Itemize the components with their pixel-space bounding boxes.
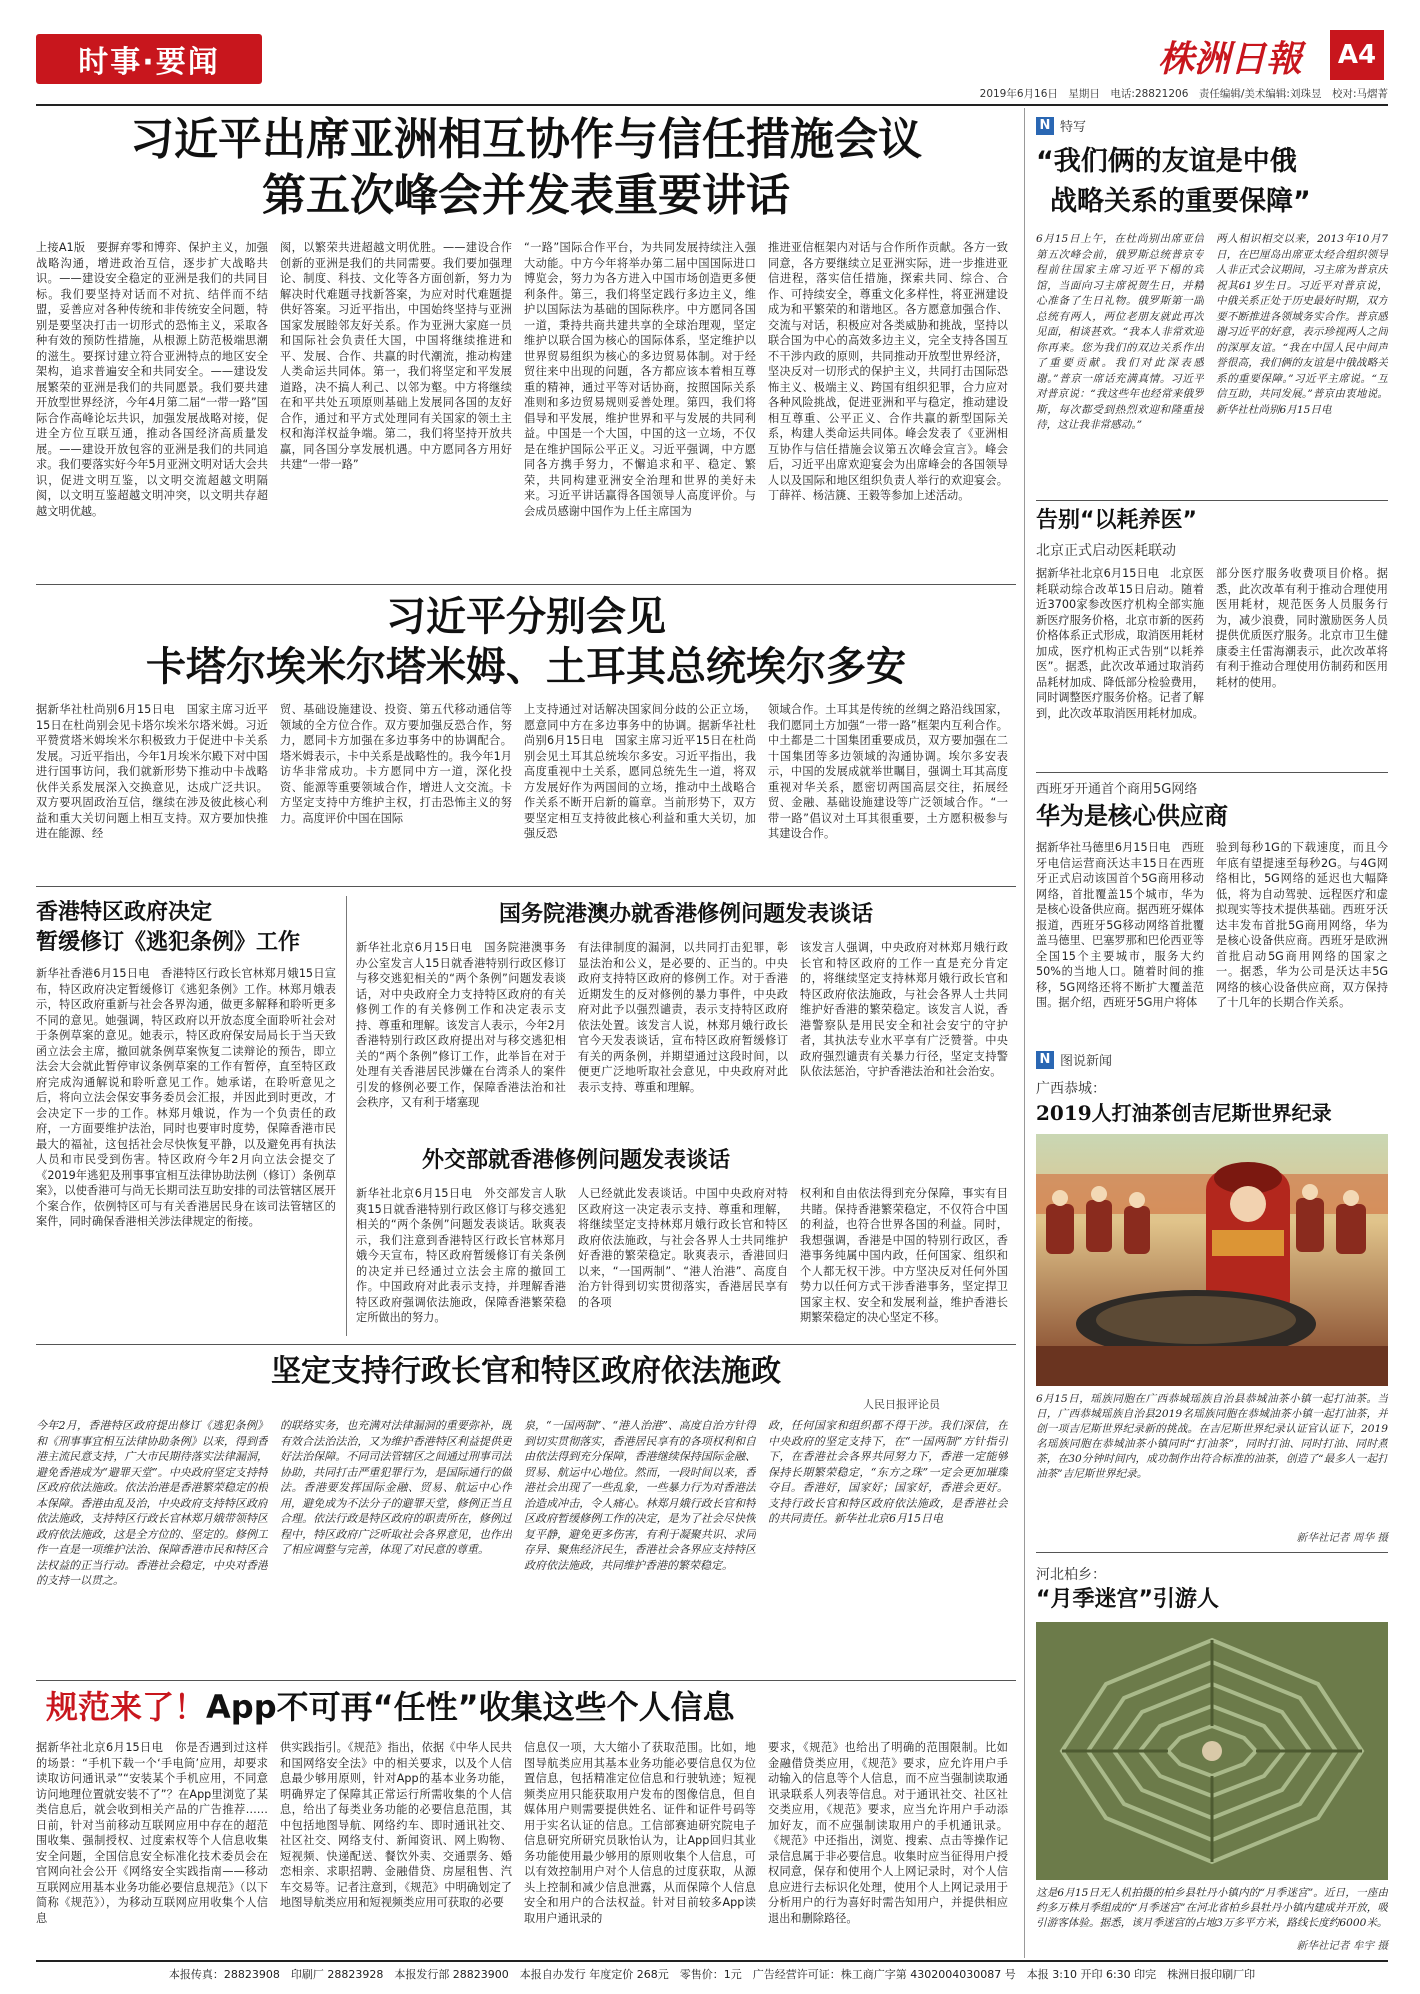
feature-col-1: 6月15日上午，在杜尚别出席亚信第五次峰会前，俄罗斯总统普京专程前往国家主席习近平下榻的宾馆，当面向习主席祝贺生日，并精心准备了生日礼物。俄罗斯第一副总统有两人，两位老朋友就此再次见面，相谈甚欢。“我本人非常欢迎你再来。您为我们的双边关系作出了重要贡献。我们对此深表感谢。”普京一席话充满真情。习近平对普京说：“我这些年也经常来俄罗斯，每次都受到热烈欢迎和隆重接待，这让我非常感动。”: [1036, 233, 1204, 431]
photo-news-tag: [1036, 1050, 1118, 1069]
spain-title: 华为是核心供应商: [1036, 802, 1228, 830]
photo-caption-2: 这是6月15日无人机拍摄的柏乡县牡丹小镇内的“月季迷宫”。近日，一座由约多万株月季组成的“月季迷宫”在河北省柏乡县牡丹小镇内建成并开放，吸引游客体验。据悉，该月季迷宫的占地3万多平方米，路线长度约6000米。: [1036, 1887, 1388, 1929]
meet-col-3: 上支持通过对话解决国家间分歧的公正立场，愿意同中方在多边事务中的协调。据新华社杜尚别6月15日电 国家主席习近平15日在杜尚别会见土耳其总统埃尔多安。习近平指出，我高度重视中土关系，愿同总统先生一道，将双方发展好作为两国间的立场，推动中土战略合作关系不断开启新的篇章。当前形势下，双方要坚定相互支持彼此核心利益和重大关切，加强反恐: [524, 703, 756, 840]
lead-col-1: 上接A1版 要摒弃零和博弈、保护主义，加强战略沟通，增进政治互信，逐步扩大战略共识。——建设安全稳定的亚洲是我们的共同目标。我们要坚持对话而不对抗、结伴而不结盟，妥善应对各种传统和非传统安全问题，特别是要坚决打击一切形式的恐怖主义，采取各种有效的预防性措施，从根源上防范极端思潮的滋生。要探讨建立符合亚洲特点的地区安全架构，追求普遍安全和共同安全。——建设发展繁荣的亚洲是我们的共同愿景。我们要共建开放型世界经济，今年4月第二届“一带一路”国际合作高峰论坛共识，加强发展战略对接，促进全方位互联互通，推动各国经济高质量发展。——建设开放包容的亚洲是我们的共同追求。我们要落实好今年5月亚洲文明对话大会共识，促进文明互鉴，以文明交流超越文明隔阂，以文明互鉴超越文明冲突，以文明共存超越文明优越。: [36, 241, 268, 518]
rose-maze-photo-svg: [1036, 1622, 1388, 1880]
feature-tag-rule: [1036, 125, 1388, 126]
photo-news-tag-n: N: [1036, 1051, 1054, 1069]
editorial-bottom-rule: [36, 1680, 1016, 1681]
app-col-3: 信息仅一项，大大缩小了获取范围。比如，地图导航类应用其基本业务功能必要信息仅为位置信息，包括精准定位信息和行驶轨迹；短视频类应用只能获取用户发布的图像信息，但自媒体用户则需要提供姓名、证件和证件号码等用于实名认证的信息。工信部赛迪研究院电子信息研究所研究员耿怡认为，让App回归其业务功能使用最少够用的原则收集个人信息，可以有效控制用户对个人信息的过度获取，从源头上控制和减少信息泄露，从而保障个人信息安全和用户的合法权益。针对目前较多App读取用户通讯录的: [524, 1741, 756, 1925]
farewell-subtitle: 北京正式启动医耗联动: [1036, 543, 1176, 559]
hk2-title: 国务院港澳办就香港修例问题发表谈话: [498, 902, 873, 927]
hk3-title: 外交部就香港修例问题发表谈话: [421, 1148, 730, 1173]
oil-tea-photo: [1036, 1134, 1388, 1386]
rose-maze-photo: [1036, 1622, 1388, 1880]
meet-col-1: 据新华社杜尚别6月15日电 国家主席习近平15日在杜尚别会见卡塔尔埃米尔塔米姆。习近平赞赏塔米姆埃米尔积极致力于促进中卡关系发展。习近平指出，今年1月埃米尔殿下对中国进行国事访问，我们就新形势下推动中卡战略伙伴关系发展深入交换意见，达成广泛共识。双方要巩固政治互信，继续在涉及彼此核心利益和重大关切问题上相互支持。双方要加快推进在能源、经: [36, 703, 268, 840]
feature-tag-n: N: [1036, 117, 1054, 135]
header-rule: [36, 104, 1388, 106]
meet-col-4: 领域合作。土耳其是传统的丝绸之路沿线国家，我们愿同土方加强“一带一路”框架内互利合作。中土都是二十国集团重要成员，双方要加强在二十国集团等多边领域的沟通协调。埃尔多安表示，中国的发展成就举世瞩目，强调土耳其高度重视对华关系，愿密切两国高层交往，拓展经贸、金融、基础设施建设等广泛领域合作。“一带一路”倡议对土耳其很重要，土方愿积极参与其建设合作。: [768, 703, 1008, 840]
sidebar-divider: [1024, 108, 1025, 1958]
hk1-title-line1: 香港特区政府决定: [36, 900, 213, 925]
app-col-4: 要求，《规范》也给出了明确的范围限制。比如金融借贷类应用，《规范》要求，应允许用户手动输入的信息等个人信息，而不应当强制读取通讯录联系人列表等信息。对于通讯社交、社区社交类应用，《规范》要求，应当允许用户手动添加好友，而不应强制读取用户的手机通讯录。《规范》中还指出，浏览、搜索、点击等操作记录信息属于非必要信息。收集时应当征得用户授权同意，保存和使用个人上网记录时，对个人信息应进行去标识化处理，使用个人上网记录用于分析用户的行为喜好时需告知用户，并提供相应退出和删除路径。: [768, 1741, 1008, 1925]
hk2-col-3: 该发言人强调，中央政府对林郑月娥行政长官和特区政府的工作一直是充分肯定的，将继续坚定支持林郑月娥行政长官和特区政府依法施政，与社会各界人士共同维护好香港的繁荣稳定。该发言人说，香港警察队是用民安全和社会安宁的守护者，其执法专业水平享有广泛赞誉。中央政府强烈谴责有关暴力行径，坚定支持警队依法惩治，守护香港法治和社会治安。: [800, 941, 1008, 1078]
hk1-title: [36, 898, 336, 958]
hk2-col-2: 有法律制度的漏洞，以共同打击犯罪，彰显法治和公义，是必要的、正当的。中央政府支持特区政府的修例工作。对于香港近期发生的反对修例的暴力事件，中央政府对此予以强烈谴责，表示支持特区政府依法处置。该发言人说，林郑月娥行政长官今天发表谈话，宣布特区政府暂缓修订有关的两条例，并期望通过这段时间，以便更广泛地听取社会意见，中央政府对此表示支持、尊重和理解。: [578, 941, 788, 1094]
hk1-body: 新华社香港6月15日电 香港特区行政长官林郑月娥15日宣布，特区政府决定暂缓修订《逃犯条例》工作。林郑月娥表示，特区政府重新与社会各界沟通，做更多解释和聆听更多不同的意见。她强调，特区政府以开放态度全面聆听社会对于条例草案的意见。她表示，特区政府保安局局长于当天致函立法会主席，撤回就条例草案恢复二读辩论的预告，即立法会大会就此暂停审议条例草案的工作有暂停，直至特区政府完成沟通解说和聆听意见工作。她承诺，在聆听意见之后，将向立法会保安事务委员会汇报，并因此到时更改，才会决定下一步的工作。林郑月娥说，作为一个负责任的政府，一方面要维护法治，同时也要审时度势，保障香港市民最大的福祉，这包括社会尽快恢复平静，以及避免再有执法人员和市民受到伤害。特区政府今年2月向立法会提交了《2019年逃犯及刑事事宜相互法律协助法例（修订）条例草案》，以使香港可与尚无长期司法互助安排的司法管辖区展开个案合作，依例特区可与有关香港居民身在该司法管辖区的案件，同时确保香港相关涉法律规定的衔接。: [36, 967, 336, 1228]
editorial-col-4: 政，任何国家和组织都不得干涉。我们深信，在中央政府的坚定支持下，在“一国两制”方针指引下，在香港社会各界共同努力下，香港一定能够保持长期繁荣稳定，“东方之珠”一定会更加璀璨夺目。香港好，国家好；国家好，香港会更好。支持行政长官和特区政府依法施政，是香港社会的共同责任。新华社北京6月15日电: [768, 1419, 1008, 1525]
feature-bottom-rule: [1036, 500, 1388, 501]
editorial-col-3: 泉，“一国两制”、“港人治港”、高度自治方针得到切实贯彻落实，香港居民享有的各项权利和自由依法得到充分保障，香港继续保持国际金融、贸易、航运中心地位。然而，一段时间以来，香港社会出现了一些乱象，一些暴力行为对香港法治造成冲击，令人痛心。林郑月娥行政长官和特区政府暂缓修例工作的决定，是为了社会尽快恢复平静，避免更多伤害，有利于凝聚共识、求同存异、聚焦经济民生，香港社会各界应支持特区政府依法施政，共同维护香港的繁荣稳定。: [524, 1419, 756, 1572]
hk1-title-line2: 暂缓修订《逃犯条例》工作: [36, 930, 301, 955]
photo-credit-2: 新华社记者 牟宇 摄: [1296, 1940, 1388, 1952]
photo-caption-1: 6月15日，瑶族同胞在广西恭城瑶族自治县恭城油茶小镇一起打油茶。当日，广西恭城瑶族自治县2019名瑶族同胞在恭城油茶小镇一起打油茶，并创一项吉尼斯世界纪录新的挑战。在吉尼斯世界纪录认证官认证下，2019名瑶族同胞在恭城油茶小镇同时“打油茶”，同时打油、同时打油、同时煮茶，在30分钟时间内，成功制作出符合标准的油茶，创造了“最多人一起打油茶”吉尼斯世界纪录。: [1036, 1393, 1388, 1480]
app-title-red: 规范来了！: [46, 1688, 207, 1726]
lead-title-line1: 习近平出席亚洲相互协作与信任措施会议: [130, 114, 922, 165]
meta-line: 2019年6月16日 星期日 电话:28821206 责任编辑/美术编辑:刘珠昱 校对:马熠菁: [979, 88, 1388, 100]
spain-col-1: 据新华社马德里6月15日电 西班牙电信运营商沃达丰15日在西班牙正式启动该国首个5G商用移动网络，首批覆盖15个城市，华为是核心设备供应商。据西班牙媒体报道，西班牙5G移动网络首批覆盖马德里、巴塞罗那和巴伦西亚等全国15个主要城市，服务大约50%的当地人口。随着时间的推移，5G网络还将不断扩大覆盖范围。据介绍，西班牙5G用户将体: [1036, 841, 1204, 1009]
app-title: [46, 1684, 1016, 1730]
lead-bottom-rule: [36, 584, 1016, 585]
photo-kicker-2: 河北柏乡：: [1036, 1567, 1106, 1583]
section-label: [36, 34, 262, 84]
spain-col-2: 验到每秒1G的下载速度，而且今年底有望提速至每秒2G。与4G网络相比，5G网络的延迟也大幅降低，将为自动驾驶、远程医疗和虚拟现实等技术提供基础。西班牙沃达丰发布首批5G商用网络，华为是核心设备供应商。西班牙是欧洲首批启动5G商用网络的国家之一。据悉，华为公司是沃达丰5G网络的核心设备供应商，双方保持了十几年的长期合作关系。: [1216, 841, 1388, 1009]
meet-title: [36, 592, 1016, 692]
editorial-col-2: 的联络实务，也充满对法律漏洞的重要弥补，既有效合法治法治，又为维护香港特区利益提供更好法治保障。不同司法管辖区之间通过刑事司法协助，共同打击严重犯罪行为，是国际通行的做法。香港要发挥国际金融、贸易、航运中心作用，避免成为不法分子的避罪天堂，修例正当且合理。依法行政是特区政府的职责所在，修例过程中，特区政府广泛听取社会各界意见，也作出了相应调整与完善，体现了对民意的尊重。: [280, 1419, 512, 1556]
meet-title-line2: 卡塔尔埃米尔塔米姆、土耳其总统埃尔多安: [146, 644, 906, 690]
editorial-byline: 人民日报评论员: [863, 1398, 940, 1411]
meet-col-2: 贸、基础设施建设、投资、第五代移动通信等领域的全方位合作。双方要加强反恐合作，努力，愿同卡方加强在多边事务中的协调配合。塔米姆表示，卡中关系是战略性的。我今年1月访华非常成功。卡方愿同中方一道，深化投资、能源等重要领域合作，增进人文交流。卡方坚定支持中方维护主权，打击恐怖主义的努力。高度评价中国在国际: [280, 703, 512, 825]
hk2-col-1: 新华社北京6月15日电 国务院港澳事务办公室发言人15日就香港特别行政区修订与移交逃犯相关的“两个条例”问题发表谈话，对中央政府全力支持特区政府的有关修例工作的有关修例工作和决定表示支持、尊重和理解。该发言人表示，今年2月香港特别行政区政府提出对与移交逃犯相关的“两个条例”修订工作，此举旨在对于处理有关香港居民涉嫌在台湾杀人的案件引发的修例必要工作，保障香港法治和社会秩序，又有利于堵塞现: [356, 941, 566, 1109]
lead-col-3: “一路”国际合作平台，为共同发展持续注入强大动能。中方今年将举办第二届中国国际进口博览会，努力为各方进入中国市场创造更多便利条件。第三，我们将坚定践行多边主义，维护以国际法为基础的国际秩序。中方愿同各国一道，秉持共商共建共享的全球治理观，坚定维护以联合国为核心的国际体系，坚定维护以世界贸易组织为核心的多边贸易体制。对于经贸往来中出现的问题，各方都应该本着相互尊重的精神，通过平等对话协商，按照国际关系准则和多边贸易规则妥善处理。第四，我们将倡导和平发展，维护世界和平与发展的共同利益。中国是一个大国，中国的这一立场，不仅是在维护国际公平正义。习近平强调，中方愿同各方携手努力，不懈追求和平、稳定、繁荣，共同构建亚洲安全治理和世界的美好未来。习近平讲话赢得各国领导人高度评价。与会成员感谢中国作为上任主席国为: [524, 241, 756, 518]
hk1-divider: [346, 896, 347, 1336]
feature-tag-text: 特写: [1060, 120, 1087, 135]
lead-col-4: 推进亚信框架内对话与合作所作贡献。各方一致同意，各方要继续立足亚洲实际，进一步推进亚信进程，落实信任措施，探索共同、综合、合作、可持续安全，尊重文化多样性，将亚洲建设成为和平繁荣的和谐地区。各方愿意加强合作、交流与对话，积极应对各类威胁和挑战，坚持以联合国为中心的高效多边主义，完全支持各国互不干涉内政的原则，共同推动开放型世界经济，坚决反对一切形式的保护主义，共同打击国际恐怖主义、极端主义、跨国有组织犯罪，合力应对各种风险挑战，促进亚洲和平与稳定，推动建设相互尊重、公平正义、合作共赢的新型国际关系，构建人类命运共同体。峰会发表了《亚洲相互协作与信任措施会议第五次峰会宣言》。峰会后，习近平出席欢迎宴会为出席峰会的各国领导人以及国际和地区组织负责人举行的欢迎宴会。丁薛祥、杨洁篪、王毅等参加上述活动。: [768, 241, 1008, 502]
photo-credit-1: 新华社记者 周华 摄: [1296, 1532, 1388, 1544]
editorial-col-1: 今年2月，香港特区政府提出修订《逃犯条例》和《刑事事宜相互法律协助条例》以来，得到香港主流民意支持，广大市民期待落实法律漏洞，避免香港成为“避罪天堂”。中央政府坚定支持特区政府依法施政。依法治港是香港繁荣稳定的根本保障。香港由乱及治，中央政府支持特区政府依法施政，支持特区行政长官林郑月娥带领特区政府依法施政，这是全方位的、坚定的。修例工作一直是一项维护法治、保障香港市民和特区合法权益的正当行动。香港社会稳定，中央对香港的支持一以贯之。: [36, 1419, 268, 1587]
photo-divider: [1036, 1552, 1388, 1553]
app-title-black: App不可再“任性”收集这些个人信息: [206, 1688, 735, 1726]
photo-kicker-1: 广西恭城：: [1036, 1081, 1106, 1097]
photo-news-tag-text: 图说新闻: [1060, 1054, 1113, 1069]
hk3-col-2: 人已经就此发表谈话。中国中央政府对特区政府这一决定表示支持、尊重和理解，将继续坚定支持林郑月娥行政长官和特区政府依法施政，与社会各界人士共同维护好香港的繁荣稳定。耿爽表示，香港回归以来，“一国两制”、“港人治港”、高度自治方针得到切实贯彻落实，香港居民享有的各项: [578, 1187, 788, 1309]
photo-title-1: 2019人打油茶创吉尼斯世界纪录: [1036, 1101, 1332, 1125]
photo-title-2: “月季迷宫”引游人: [1036, 1587, 1219, 1612]
farewell-title: 告别“以耗养医”: [1036, 508, 1197, 533]
feature-tag: [1036, 116, 1086, 135]
oil-tea-photo-svg: [1036, 1134, 1388, 1386]
footer-text: 本报传真：28823908 印刷厂 28823928 本报发行部 28823900 本报自办发行 年度定价 268元 零售价：1元 广告经营许可证：株工商广字第 4302004030087 号 本报 3:10 开印 6:30 印完 株洲日报印刷厂印: [168, 1968, 1256, 1981]
paper-name-logo: [1140, 30, 1320, 82]
footer-rule: [36, 1960, 1388, 1962]
lead-title-line2: 第五次峰会并发表重要讲话: [262, 170, 790, 221]
paper-name: 株洲日報: [1157, 37, 1302, 80]
app-col-2: 供实践指引。《规范》指出，依据《中华人民共和国网络安全法》中的相关要求，以及个人信息最少够用原则，针对App的基本业务功能，明确界定了保障其正常运行所需收集的个人信息，给出了每类业务功能的必要信息范围，其中包括地图导航、网络约车、即时通讯社交、社区社交、网络支付、新闻资讯、网上购物、短视频、快递配送、餐饮外卖、交通票务、婚恋相亲、求职招聘、金融借贷、房屋租售、汽车交易等。记者注意到，《规范》中明确划定了地图导航类应用和短视频类应用可获取的必要: [280, 1741, 512, 1909]
meet-title-line1: 习近平分别会见: [386, 594, 666, 640]
meet-bottom-rule: [36, 886, 1016, 887]
section-label-text: 时事·要闻: [78, 45, 220, 80]
hk3-col-1: 新华社北京6月15日电 外交部发言人耿爽15日就香港特别行政区修订与移交逃犯相关的“两个条例”问题发表谈话。耿爽表示，我们注意到香港特区行政长官林郑月娥今天宣布，特区政府暂缓修订有关条例的决定并已经通过立法会主席的撤回工作。中国政府对此表示支持，并理解香港特区政府强调依法施政，保障香港繁荣稳定所做出的努力。: [356, 1187, 566, 1324]
hk3-col-3: 权利和自由依法得到充分保障，事实有目共睹。保持香港繁荣稳定，不仅符合中国的利益，也符合世界各国的利益。同时，我想强调，香港是中国的特别行政区，香港事务纯属中国内政，任何国家、组织和个人都无权干涉。中方坚决反对任何外国势力以任何方式干涉香港事务，坚定捍卫国家主权、安全和发展利益，维护香港长期繁荣稳定的决心坚定不移。: [800, 1187, 1008, 1324]
feature-title-line1: “我们俩的友谊是中俄: [1036, 146, 1297, 177]
feature-title-line2: 战略关系的重要保障”: [1050, 186, 1311, 217]
spain-kicker: 西班牙开通首个商用5G网络: [1036, 782, 1198, 797]
farewell-col-1: 据新华社北京6月15日电 北京医耗联动综合改革15日启动。随着近3700家参改医疗机构全部实施新医疗服务价格，北京市新的医药价格体系正式形成，取消医用耗材加成，医疗机构正式告别“以耗养医”。据悉，此次改革通过取消药品耗材加成、降低部分检验费用，同时调整医疗服务价格。记者了解到，此次改革取消医用耗材加成。: [1036, 567, 1204, 720]
editorial-title: 坚定支持行政长官和特区政府依法施政: [271, 1354, 781, 1389]
lead-col-2: 阂，以繁荣共进超越文明优胜。——建设合作创新的亚洲是我们的共同需要。我们要加强理论、制度、科技、文化等各方面创新，努力为解决时代难题寻找新答案，为应对时代难题提供好答案。习近平指出，中国始终坚持与亚洲国家发展睦邻友好关系。作为亚洲大家庭一员和国际社会负责任大国，中国将继续推进和平、发展、合作、共赢的时代潮流，推动构建人类命运共同体。第一，我们将坚定和平发展道路，决不搞人利己、以邻为壑。中方将继续在和平共处五项原则基础上发展同各国的友好合作，通过和平方式处理同有关国家的领土主权和海洋权益争端。第二，我们将坚持开放共赢，同各国分享发展机遇。中方愿同各方用好共建“一带一路”: [280, 241, 512, 471]
page-number: [1330, 30, 1384, 80]
hk-bottom-rule: [36, 1344, 1016, 1345]
lead-title: [36, 112, 1016, 224]
feature-title: [1036, 142, 1388, 222]
farewell-col-2: 部分医疗服务收费项目价格。据悉，此次改革有利于推动合理使用医用耗材，规范医务人员服务行为，减少浪费，同时激励医务人员提供优质医疗服务。北京市卫生健康委主任雷海潮表示，此次改革将有利于推动合理使用仿制药和医用耗材的使用。: [1216, 567, 1388, 689]
app-col-1: 据新华社北京6月15日电 你是否遇到过这样的场景：“手机下载一个‘手电筒’应用，却要求读取访问通讯录”“安装某个手机应用，不同意访问地理位置就安装不了”？在App里浏览了某类信息后，就会收到相关产品的广告推荐……日前，针对当前移动互联网应用中存在的超范围收集、强制授权、过度索权等个人信息收集安全问题，全国信息安全标准化技术委员会在官网向社会公开《网络安全实践指南——移动互联网应用基本业务功能必要信息规范》（以下简称《规范》），为移动互联网应用收集个人信息: [36, 1741, 268, 1925]
feature-col-2: 两人相识相交以来，2013年10月7日，在巴厘岛出席亚太经合组织领导人非正式会议期间，习主席为普京庆祝其61岁生日。习近平对普京说，中俄关系正处于历史最好时期，双方要不断推进各领域务实合作。普京感谢习近平的好意，表示珍视两人之间的深厚友谊。“我在中国人民中间声誉很高，我们俩的友谊是中俄战略关系的重要保障。”习近平主席说。“互信互助，共同发展。”普京由衷地说。新华社杜尚别6月15日电: [1216, 233, 1388, 416]
farewell-bottom-rule: [1036, 772, 1388, 773]
page-number-text: A4: [1337, 40, 1377, 70]
